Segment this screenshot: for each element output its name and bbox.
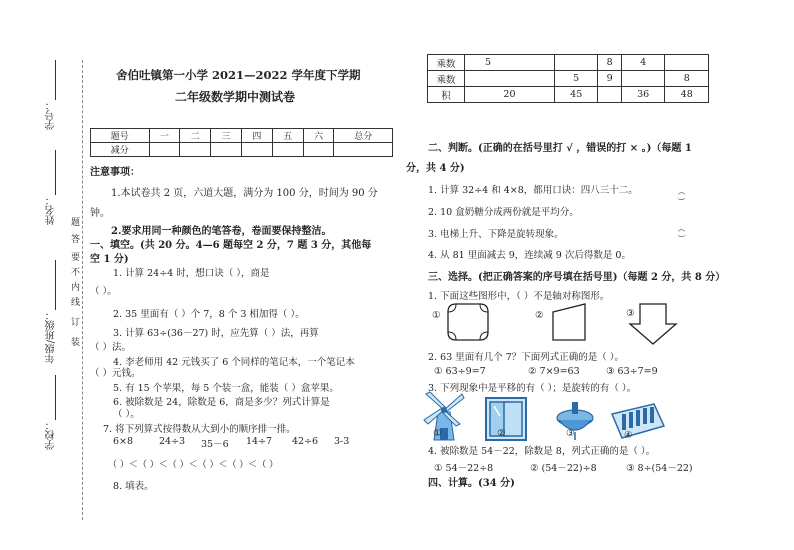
score-cell[interactable]: [334, 143, 393, 157]
table-cell: 四: [241, 129, 272, 143]
sliding-window-icon: [484, 396, 528, 442]
question-1-6: （ ）。: [113, 409, 140, 420]
table-row: [428, 87, 709, 103]
table-cell: 48: [665, 87, 709, 103]
spinning-top-icon: [553, 396, 597, 442]
student-number-line[interactable]: [55, 60, 56, 100]
table-cell: 45: [554, 87, 598, 103]
q7-expression: 6×8: [113, 436, 134, 447]
table-cell[interactable]: [465, 71, 555, 87]
choice-option[interactable]: ② 7×9=63: [528, 366, 580, 377]
note-item: 2.要求用同一种颜色的笔答卷，卷面要保持整洁。: [111, 226, 332, 237]
score-cell[interactable]: [211, 143, 242, 157]
question-1-1: （ ）。: [90, 286, 117, 297]
name-label: 姓名：: [46, 195, 57, 225]
table-cell: 总分: [334, 129, 393, 143]
question-1-8: 8. 填表。: [113, 481, 154, 492]
table-cell: 5: [554, 71, 598, 87]
question-1-7: 7. 将下列算式按得数从大到小的顺序排一排。: [103, 424, 296, 435]
binding-char: 答: [71, 235, 81, 245]
binding-dashed-line: [82, 60, 83, 520]
section-2-heading: 二、判断。(正确的在括号里打 √ ，错误的打 × 。)（每题 1: [428, 143, 692, 154]
down-arrow-shape: [628, 302, 678, 346]
binding-char: 要: [71, 253, 81, 263]
page-title: 舍伯吐镇第一小学 2021—2022 学年度下学期: [116, 68, 361, 82]
q7-expression: 24÷3: [159, 436, 186, 447]
note-item: 1.本试卷共 2 页，六道大题，满分为 100 分，时间为 90 分: [111, 188, 378, 199]
option-label: ④: [624, 430, 633, 441]
question-1-4: 4. 李老师用 42 元钱买了 6 个同样的笔记本，一个笔记本: [113, 357, 355, 368]
choice-question-4: 4. 被除数是 54－22，除数是 8，列式正确的是（ ）。: [428, 446, 656, 457]
score-cell[interactable]: [272, 143, 303, 157]
q7-expression: 3-3: [334, 436, 350, 447]
q7-expression: 14÷7: [246, 436, 273, 447]
notes-heading: 注意事项：: [90, 167, 140, 178]
choice-option[interactable]: ② (54－22)÷8: [530, 463, 597, 474]
class-label: 年级/班级：: [46, 310, 57, 364]
table-row: [428, 71, 709, 87]
judge-item: 1. 计算 32÷4 和 4×8，都用口诀：四八三十二。: [428, 185, 638, 196]
choice-question-3: 3. 下列现象中是平移的有（ ）；是旋转的有（ ）。: [428, 383, 637, 394]
choice-option[interactable]: ③ 63÷7=9: [606, 366, 658, 377]
binding-char: 装: [71, 338, 81, 348]
judge-item: 3. 电梯上升、下降是旋转现象。: [428, 229, 564, 240]
option-label: ③: [626, 308, 635, 319]
section-1-heading: 空 1 分): [90, 254, 129, 265]
choice-option[interactable]: ① 54－22÷8: [434, 463, 494, 474]
table-cell[interactable]: [665, 55, 709, 71]
table-cell: 二: [180, 129, 211, 143]
school-label: 学校：: [46, 420, 57, 450]
abacus-icon: [610, 400, 666, 442]
choice-option[interactable]: ③ 8÷(54－22): [626, 463, 693, 474]
q7-expression: 35－6: [201, 439, 229, 450]
binding-char: 不: [71, 268, 81, 278]
note-item: 钟。: [90, 208, 110, 219]
section-1-heading: 一、填空。(共 20 分。4—6 题每空 2 分，7 题 3 分，其他每: [90, 240, 372, 251]
option-label: ①: [432, 310, 441, 321]
table-cell: 减分: [91, 143, 150, 157]
judge-answer-bracket[interactable]: （ ）: [677, 187, 686, 206]
binding-char: 线: [71, 298, 81, 308]
windmill-icon: [420, 390, 468, 442]
student-number-label: 学号：: [46, 100, 57, 130]
octagon-shape: [446, 302, 490, 342]
multiplication-table: [427, 54, 709, 103]
table-cell: 五: [272, 129, 303, 143]
judge-item: 2. 10 盒奶糖分成两份就是平均分。: [428, 207, 579, 218]
table-cell: 20: [465, 87, 555, 103]
q7-expression: 42÷6: [292, 436, 319, 447]
option-label: ②: [535, 310, 544, 321]
table-cell: 六: [303, 129, 334, 143]
option-label: ②: [497, 428, 506, 439]
question-1-6: 6. 被除数是 24，除数是 6，商是多少？列式计算是: [113, 397, 330, 408]
choice-option[interactable]: ① 63÷9=7: [434, 366, 486, 377]
judge-answer-bracket[interactable]: （ ）: [677, 224, 686, 243]
table-row: [91, 143, 393, 157]
table-cell: 36: [621, 87, 665, 103]
score-cell[interactable]: [149, 143, 180, 157]
table-cell[interactable]: [621, 71, 665, 87]
table-cell: 题号: [91, 129, 150, 143]
option-label: ①: [433, 428, 442, 439]
table-cell: 8: [665, 71, 709, 87]
judge-item: 4. 从 81 里面减去 9，连续减 9 次后得数是 0。: [428, 250, 631, 261]
question-1-5: 5. 有 15 个苹果，每 5 个装一盒，能装（ ）盒苹果。: [113, 383, 339, 394]
table-row: [428, 55, 709, 71]
trapezoid-shape: [549, 302, 589, 342]
table-cell: 4: [621, 55, 665, 71]
section-4-heading: 四、计算。(34 分): [428, 478, 515, 489]
question-1-3: 3. 计算 63÷(36－27) 时，应先算（ ）法，再算: [113, 328, 319, 339]
table-row: [91, 129, 393, 143]
table-cell[interactable]: [554, 55, 598, 71]
question-1-1: 1. 计算 24÷4 时，想口诀（ ），商是: [113, 268, 270, 279]
binding-char: 题: [71, 218, 81, 228]
table-cell[interactable]: [598, 87, 621, 103]
table-cell: 乘数: [428, 55, 465, 71]
table-cell: 5: [465, 55, 555, 71]
score-cell[interactable]: [241, 143, 272, 157]
question-1-2: 2. 35 里面有（ ）个 7，8 个 3 相加得（ ）。: [113, 309, 305, 320]
section-2-heading: 分，共 4 分): [406, 163, 465, 174]
choice-question-1: 1. 下面这些图形中，（ ）不是轴对称图形。: [428, 291, 610, 302]
binding-char: 内: [71, 283, 81, 293]
score-table: [90, 128, 393, 157]
table-cell: 乘数: [428, 71, 465, 87]
table-cell: 积: [428, 87, 465, 103]
q7-answer-blanks[interactable]: （ ）＜（ ）＜（ ）＜（ ）＜（ ）＜（ ）: [108, 460, 279, 470]
page-subtitle: 二年级数学期中测试卷: [175, 90, 296, 104]
score-cell[interactable]: [303, 143, 334, 157]
choice-question-2: 2. 63 里面有几个 7？下面列式正确的是（ ）。: [428, 352, 625, 363]
table-cell: 8: [598, 55, 621, 71]
name-line[interactable]: [55, 150, 56, 195]
section-3-heading: 三、选择。(把正确答案的序号填在括号里)（每题 2 分，共 8 分）: [428, 272, 726, 283]
table-cell: 9: [598, 71, 621, 87]
class-line[interactable]: [55, 260, 56, 310]
table-cell: 一: [149, 129, 180, 143]
score-cell[interactable]: [180, 143, 211, 157]
table-cell: 三: [211, 129, 242, 143]
school-line[interactable]: [55, 375, 56, 420]
question-1-3: （ ）法。: [90, 342, 132, 353]
option-label: ③: [566, 428, 575, 439]
binding-char: 订: [71, 318, 81, 328]
question-1-4: （ ）元钱。: [90, 368, 141, 379]
